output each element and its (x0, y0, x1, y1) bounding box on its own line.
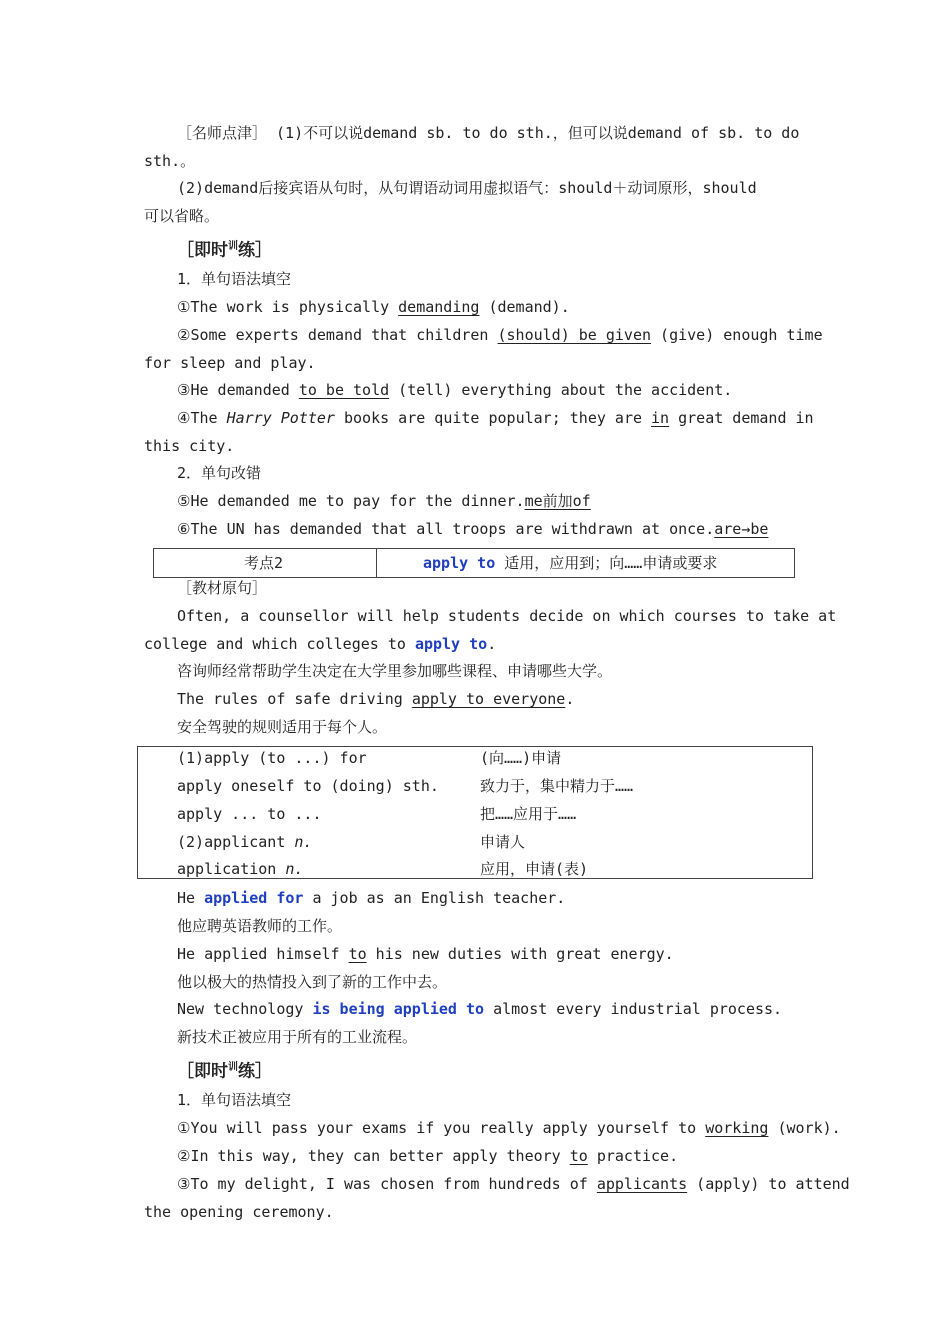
phrase-en: apply ... to ... (177, 805, 322, 823)
source-sentence: Often, a counsellor will help students decide on which courses to take at (177, 607, 837, 625)
answer: demanding (398, 298, 480, 316)
answer: to (348, 945, 367, 963)
exercise-item-cont: for sleep and play. (144, 354, 316, 372)
answer: to be told (298, 381, 390, 399)
example-sentence: New technology is being applied to almost every industrial process. (177, 1000, 783, 1018)
point-label: 考点2 (244, 554, 284, 572)
answer: to (569, 1147, 588, 1165)
phrase-en: (2)applicant n. (177, 833, 313, 851)
drill-heading: ［即时$^训$练］ (177, 240, 272, 261)
exercise-item: ①You will pass your exams if you really apply yourself to working (work). (177, 1119, 841, 1137)
answer: working (705, 1119, 769, 1137)
phrase-cn: 申请人 (480, 833, 526, 851)
source-sentence-cont: college and which colleges to apply to. (144, 635, 497, 653)
phrase-en: apply oneself to (doing) sth. (177, 777, 439, 795)
answer: in (651, 409, 670, 427)
example-sentence: He applied himself to his new duties with great energy. (177, 945, 674, 963)
source-translation: 安全驾驶的规则适用于每个人。 (177, 718, 388, 736)
example-translation: 新技术正被应用于所有的工业流程。 (177, 1028, 418, 1046)
exercise-item: ⑥The UN has demanded that all troops are withdrawn at once.are→be (177, 520, 769, 538)
exercise-item: ②Some experts demand that children (should) be given (give) enough time (177, 326, 823, 344)
drill-heading: ［即时$^训$练］ (177, 1061, 272, 1082)
exercise-item: ②In this way, they can better apply theory to practice. (177, 1147, 679, 1165)
exercise-item-cont: the opening ceremony. (144, 1203, 334, 1221)
exercise-item: ④The Harry Potter books are quite popular; they are in great demand in (177, 409, 814, 427)
source-label: ［教材原句］ (177, 579, 268, 597)
phrase-box (137, 746, 813, 879)
example-sentence: He applied for a job as an English teacher. (177, 889, 566, 907)
exercise-item: ①The work is physically demanding (demand). (177, 298, 570, 316)
phrase-en: (1)apply (to ...) for (177, 749, 367, 767)
answer: me前加of (524, 492, 591, 510)
answer: are→be (714, 520, 769, 538)
phrase-cn: (向……)申请 (480, 749, 562, 767)
section-title: 1．单句语法填空 (177, 1091, 292, 1109)
answer: (should) be given (497, 326, 652, 344)
section-title: 1．单句语法填空 (177, 270, 292, 288)
example-translation: 他以极大的热情投入到了新的工作中去。 (177, 973, 448, 991)
tip-line-4: 可以省略。 (144, 207, 220, 225)
point-title: apply to 适用，应用到；向……申请或要求 (423, 554, 718, 572)
answer: apply to everyone (411, 690, 566, 708)
phrase-cn: 致力于，集中精力于…… (480, 777, 634, 795)
phrase-cn: 应用，申请(表) (480, 860, 589, 878)
source-translation: 咨询师经常帮助学生决定在大学里参加哪些课程、申请哪些大学。 (177, 662, 613, 680)
tip-line-3: (2)demand后接宾语从句时，从句谓语动词用虚拟语气：should＋动词原形，should (177, 179, 757, 197)
example-translation: 他应聘英语教师的工作。 (177, 917, 343, 935)
answer: applicants (596, 1175, 688, 1193)
source-sentence: The rules of safe driving apply to everyone. (177, 690, 575, 708)
tip-line-1: ［名师点津］ (1)不可以说demand sb. to do sth.，但可以说demand of sb. to do (177, 124, 800, 142)
section-title: 2．单句改错 (177, 464, 262, 482)
exercise-item: ③To my delight, I was chosen from hundreds of applicants (apply) to attend (177, 1175, 850, 1193)
phrase-en: application n. (177, 860, 304, 878)
exercise-item: ⑤He demanded me to pay for the dinner.me前加of (177, 492, 591, 510)
point-box-divider (376, 549, 377, 577)
exercise-item-cont: this city. (144, 437, 235, 455)
exercise-item: ③He demanded to be told (tell) everything about the accident. (177, 381, 733, 399)
phrase-cn: 把……应用于…… (480, 805, 577, 823)
point-box (153, 548, 795, 578)
tip-line-2: sth.。 (144, 152, 196, 170)
